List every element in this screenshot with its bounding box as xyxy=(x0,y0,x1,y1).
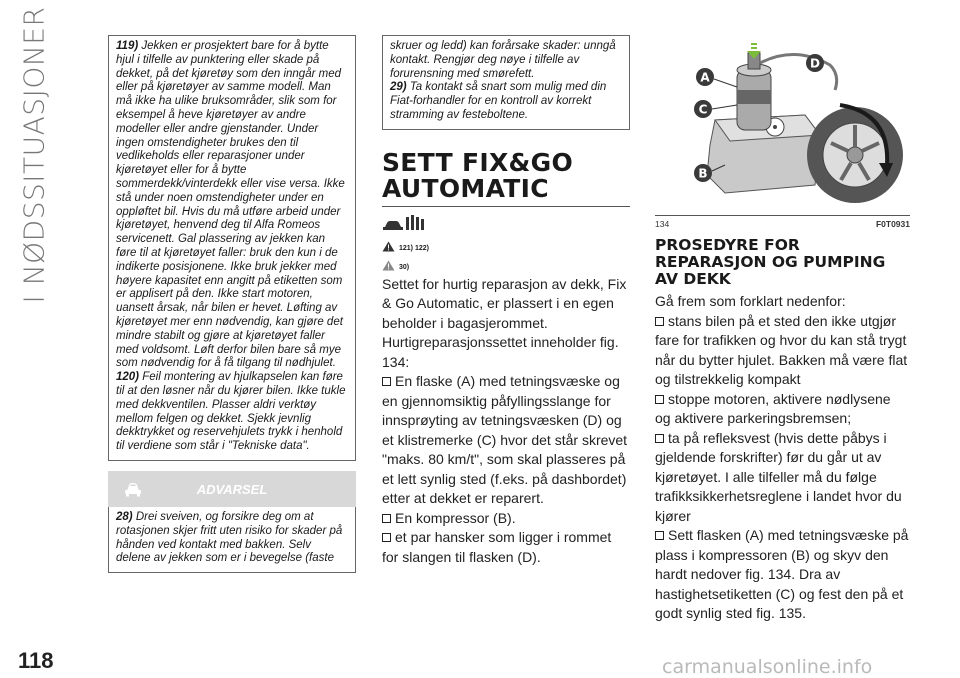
bullet-icon xyxy=(655,317,664,326)
warning-box xyxy=(108,507,356,573)
note-text: Drei sveiven, og forsikre deg om at rotasjonen skjer fritt uten risiko for skader på hånden ved kontakt med bakken. Selv delene av jekken som er i bevegelse (faste xyxy=(116,510,343,565)
bullet-icon xyxy=(382,377,391,386)
warning-box-continued xyxy=(382,35,630,130)
section-title-text: I NØDSSITUASJONER xyxy=(17,6,51,304)
list-item-text: ta på refleksvest (hvis dette påbys i gjeldende forskrifter) før du går ut av kjøretøyet. I alle tilfeller må du følge trafikksikkerhetsreglene i landet hvor du kjører xyxy=(655,429,902,524)
note-text: Jekken er prosjektert bare for å bytte hjul i tilfelle av punktering eller skade på dekket, på det kjøretøy som den inngår med eller på kjøretøyer av samme modell. Man må ikke ha ulike bruksområder, slik som for eksempel å heve kjøretøyer av andre modeller eller andre gjenstander. Under ingen omstendigheter brukes den til vedlikeholds eller reparasjoner under kjøretøyet eller for å bytte sommerdekk/vinterdekk eller vise versa. Ikke stå under noen omstendigheter under en oppløftet bil. Hvis du må utføre arbeid under kjøretøyet, henvend deg til Alfa Romeos servicenett. Gal plassering av jekken kan føre til at kjøretøyet faller: bruk den kun i de indikerte posisjonene. Ikke bruk jekker med høyere kapasitet enn angitt på etiketten som er applisert på den. Ikke start motoren, uansett årsak, når bilen er hevet. Løfting av kjøretøyet mer enn nødvendig, kan gjøre det mindre stabilt og gjøre at kjøretøyet faller med voldsomt. Løft derfor bilen bare så mye som nødvendig for å få tilgang til nødhjulet. xyxy=(116,40,345,370)
note-28 xyxy=(116,511,348,566)
bullet-icon xyxy=(382,514,391,523)
page-number: 118 xyxy=(18,648,54,673)
note-text: Feil montering av hjulkapselen kan føre til at den løsner når du kjører bilen. Ikke tukle med dekkventilen. Plasser aldri verktøy mellom felgen og dekket. Sjekk jevnlig dekktrykket og reservehjulets trykk i henhold til verdiene som står i "Tekniske data". xyxy=(116,371,346,453)
figure-caption xyxy=(655,219,910,229)
list-item xyxy=(655,429,910,527)
note-120 xyxy=(116,371,348,454)
warning-header xyxy=(108,471,356,507)
warning-refs-text: 121) 122) xyxy=(399,244,429,252)
body-text xyxy=(382,275,630,568)
list-item xyxy=(382,528,630,567)
caution-refs-text: 30) xyxy=(399,263,410,271)
list-item xyxy=(382,509,630,529)
note-29 xyxy=(390,81,622,122)
paragraph: Gå frem som forklart nedenfor: xyxy=(655,293,846,309)
list-item-text: En flaske (A) med tetningsvæske og en gjennomsiktig påfyllingsslange for innsprøyting av tetningsvæsken (D) og et klistremerke (C) hvor det står skrevet "maks. 80 km/t", som skal plasseres på et lett synlig sted (f.eks. på dashbordet) etter at dekket er reparert. xyxy=(382,373,628,507)
column-1 xyxy=(108,35,356,573)
warning-triangle-icon xyxy=(382,241,395,252)
bullet-icon xyxy=(655,531,664,540)
paragraph: Hurtigreparasjonssettet inneholder fig. 134: xyxy=(382,334,619,370)
figure-code: F0T0931 xyxy=(875,219,910,229)
note-number: 28) xyxy=(116,510,133,523)
note-number: 120) xyxy=(116,371,140,384)
caution-triangle-icon xyxy=(382,260,395,271)
list-item xyxy=(655,390,910,429)
note-text: Ta kontakt så snart som mulig med din Fiat-forhandler for en kontroll av korrekt stramming av festeboltene. xyxy=(390,81,607,121)
warning-refs-1 xyxy=(382,236,630,252)
note-text: skruer og ledd) kan forårsake skader: unngå kontakt. Rengjør deg nøye i tilfelle av forurensning med smørefett. xyxy=(390,40,616,80)
figure-134 xyxy=(655,35,910,216)
warning-title: ADVARSEL xyxy=(196,481,268,497)
list-item-text: Sett flasken (A) med tetningsvæske på plass i kompressoren (B) og skyv den hardt nedover fig. 134. Dra av hastighetsetiketten (C) og fest den på et godt synlig sted fig. 135. xyxy=(655,527,909,621)
note-119 xyxy=(116,40,348,371)
figure-number: 134 xyxy=(655,219,670,229)
note-28-continued xyxy=(390,40,622,81)
bullet-icon xyxy=(382,533,391,542)
procedure-text xyxy=(655,292,910,624)
bullet-icon xyxy=(655,434,664,443)
repair-kit-illustration xyxy=(655,35,910,215)
column-3 xyxy=(655,35,910,624)
figure-label-d: D xyxy=(810,56,820,71)
list-item xyxy=(655,526,910,624)
watermark: carmanualsonline.info xyxy=(662,656,873,678)
paragraph: Settet for hurtig reparasjon av dekk, Fix & Go Automatic, er plassert i en egen beholder i bagasjerommet. xyxy=(382,275,627,331)
list-item-text: En kompressor (B). xyxy=(395,509,516,526)
list-item xyxy=(655,312,910,390)
figure-label-c: C xyxy=(698,102,708,117)
note-number: 29) xyxy=(390,81,407,94)
car-tyre-icon xyxy=(382,213,426,233)
list-item-text: stans bilen på et sted den ikke utgjør fare for trafikken og hvor du kan stå trygt når du bytter hjulet. Bakken må være flat og tilstrekkelig kompakt xyxy=(655,312,908,387)
figure-label-b: B xyxy=(698,166,708,181)
list-item xyxy=(382,372,630,509)
note-number: 119) xyxy=(116,40,139,52)
note-box-jack xyxy=(108,35,356,461)
bullet-icon xyxy=(655,395,664,404)
list-item-text: stoppe motoren, aktivere nødlysene og aktivere parkeringsbremsen; xyxy=(655,390,891,426)
figure-label-a: A xyxy=(700,70,710,85)
caution-refs-1 xyxy=(382,255,630,271)
list-item-text: et par hansker som ligger i rommet for slangen til flasken (D). xyxy=(382,529,612,565)
subsection-heading: PROSEDYRE FOR REPARASJON OG PUMPING AV DEKK xyxy=(655,236,886,288)
column-2 xyxy=(382,35,630,567)
section-heading: SETT FIX&GO AUTOMATIC xyxy=(382,150,630,207)
section-title xyxy=(14,6,54,304)
